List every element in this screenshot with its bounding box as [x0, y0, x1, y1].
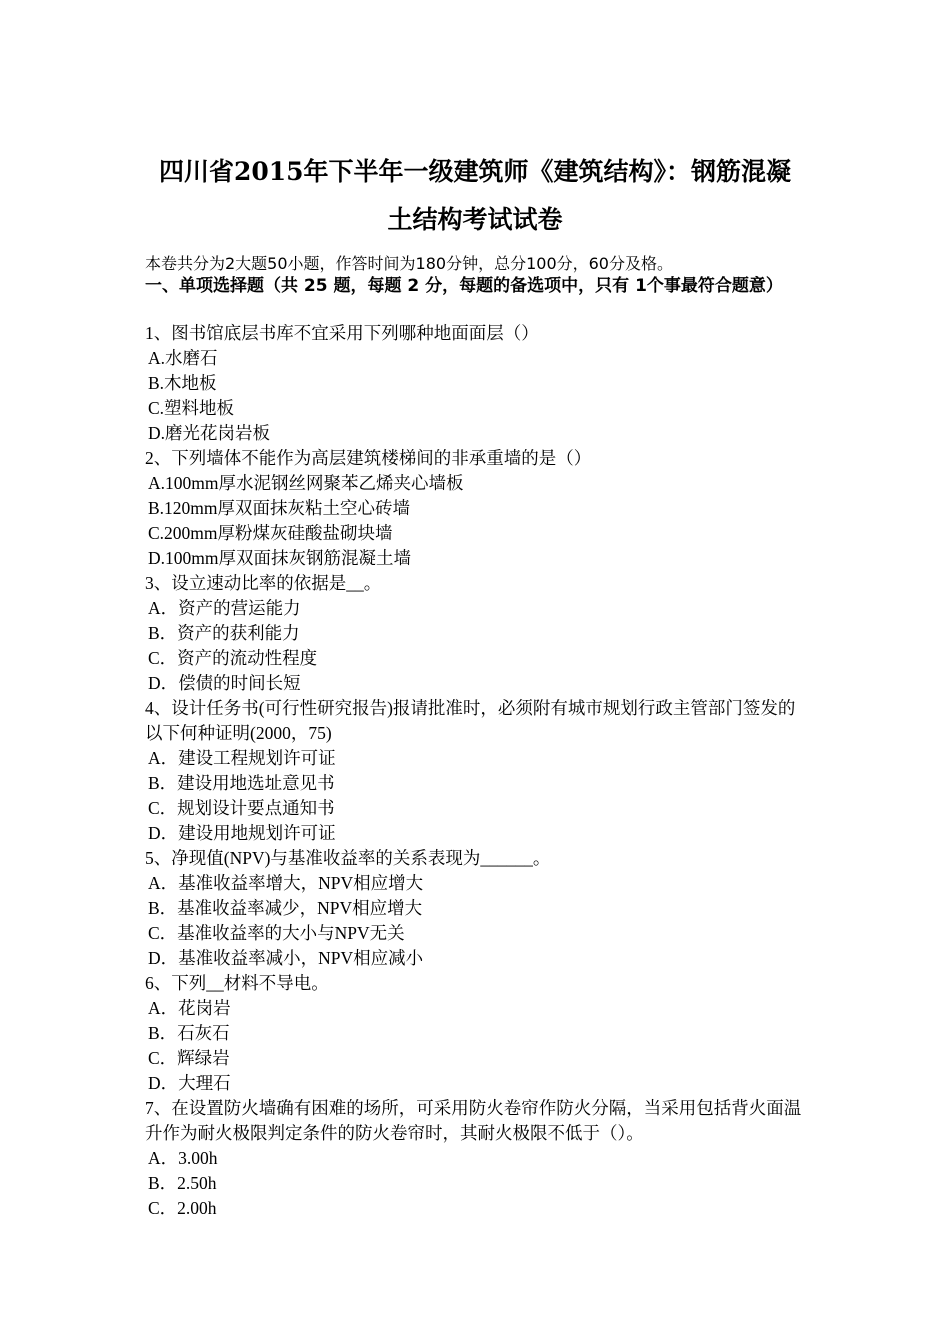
answer-option: B．石灰石 — [148, 1023, 230, 1043]
document-title-line-1: 四川省2015年下半年一级建筑师《建筑结构》：钢筋混凝 — [158, 157, 792, 186]
exam-intro: 本卷共分为2大题50小题，作答时间为180分钟，总分100分，60分及格。 — [145, 254, 673, 273]
answer-option: B．2.50h — [148, 1173, 217, 1193]
answer-option: B.120mm厚双面抹灰粘土空心砖墙 — [148, 498, 411, 518]
answer-option: D．大理石 — [148, 1073, 231, 1093]
document-title-line-2: 土结构考试试卷 — [387, 205, 563, 234]
answer-option: A．资产的营运能力 — [148, 598, 301, 618]
answer-option: B．建设用地选址意见书 — [148, 773, 335, 793]
answer-option: C．2.00h — [148, 1198, 217, 1218]
answer-option: C.200mm厚粉煤灰硅酸盐砌块墙 — [148, 523, 393, 543]
answer-option: C．资产的流动性程度 — [148, 648, 318, 668]
answer-option: D.磨光花岗岩板 — [148, 423, 271, 443]
answer-option: A．3.00h — [148, 1148, 218, 1168]
question-stem: 1、图书馆底层书库不宜采用下列哪种地面面层（） — [145, 323, 539, 343]
answer-option: A．基准收益率增大，NPV相应增大 — [148, 873, 424, 893]
question-stem: 6、下列__材料不导电。 — [145, 973, 329, 993]
answer-option: B.木地板 — [148, 373, 217, 393]
answer-option: C.塑料地板 — [148, 398, 235, 418]
answer-option: B．基准收益率减少，NPV相应增大 — [148, 898, 423, 918]
answer-option: B．资产的获利能力 — [148, 623, 300, 643]
answer-option: D.100mm厚双面抹灰钢筋混凝土墙 — [148, 548, 411, 568]
question-list — [145, 321, 810, 1221]
answer-option: D．基准收益率减小，NPV相应减小 — [148, 948, 424, 968]
section-heading: 一、单项选择题（共 25 题，每题 2 分，每题的备选项中，只有 1个事最符合题意） — [145, 276, 783, 296]
answer-option: C．基准收益率的大小与NPV无关 — [148, 923, 405, 943]
answer-option: C．规划设计要点通知书 — [148, 798, 335, 818]
question-stem: 7、在设置防火墙确有困难的场所，可采用防火卷帘作防火分隔，当采用包括背火面温升作为耐火极限判定条件的防火卷帘时，其耐火极限不低于（）。 — [145, 1098, 802, 1143]
question-stem: 4、设计任务书(可行性研究报告)报请批准时，必须附有城市规划行政主管部门签发的以下何种证明(2000，75) — [145, 698, 796, 743]
answer-option: A．建设工程规划许可证 — [148, 748, 336, 768]
answer-option: A.100mm厚水泥钢丝网聚苯乙烯夹心墙板 — [148, 473, 464, 493]
question-stem: 2、下列墙体不能作为高层建筑楼梯间的非承重墙的是（） — [145, 448, 592, 468]
question-stem: 3、设立速动比率的依据是__。 — [145, 573, 382, 593]
answer-option: C．辉绿岩 — [148, 1048, 230, 1068]
question-stem: 5、净现值(NPV)与基准收益率的关系表现为______。 — [145, 848, 551, 868]
answer-option: D．建设用地规划许可证 — [148, 823, 336, 843]
answer-option: A．花岗岩 — [148, 998, 231, 1018]
answer-option: A.水磨石 — [148, 348, 218, 368]
answer-option: D．偿债的时间长短 — [148, 673, 301, 693]
